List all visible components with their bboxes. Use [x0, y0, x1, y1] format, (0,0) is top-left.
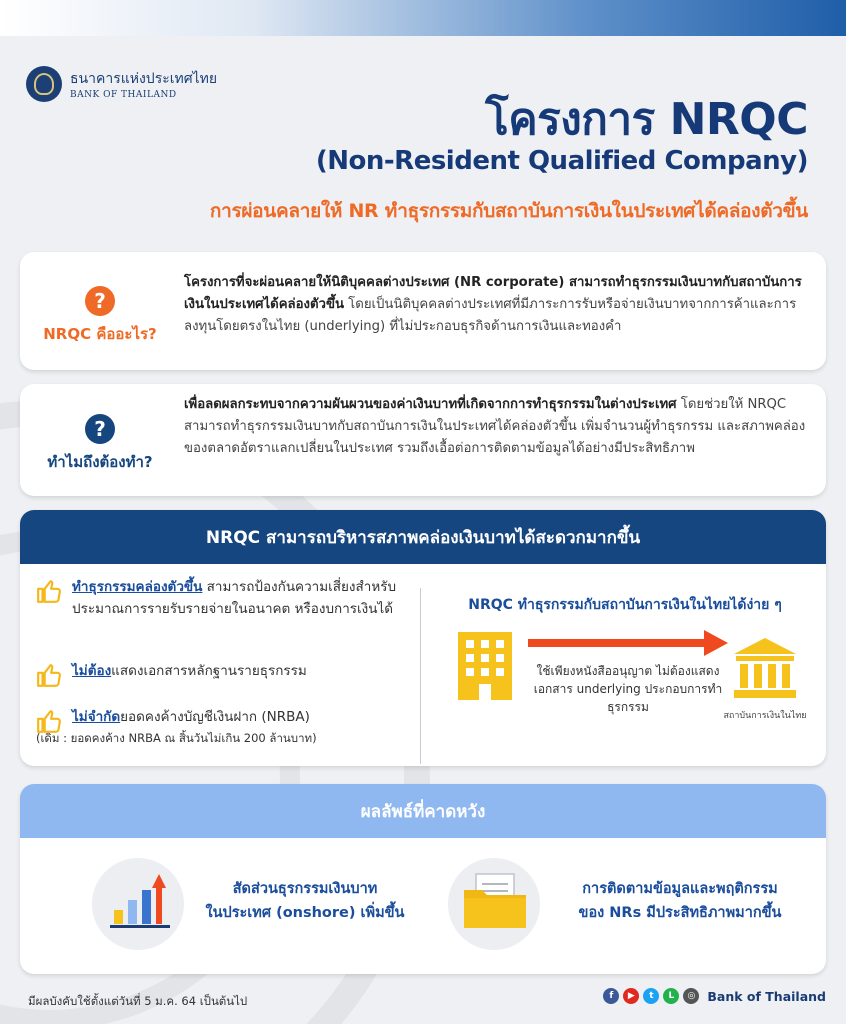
benefits-header: NRQC สามารถบริหารสภาพคล่องเงินบาทได้สะดวกมากขึ้น — [20, 510, 826, 564]
results-header: ผลลัพธ์ที่คาดหวัง — [20, 784, 826, 838]
rising-bars-icon — [110, 870, 170, 930]
vertical-divider — [420, 588, 421, 764]
benefits-card — [20, 510, 826, 766]
expected-results-card — [20, 784, 826, 974]
why-text: โดยช่วยให้ NRQC สามารถทำธุรกรรมเงินบาทกับสถาบันการเงินในประเทศได้คล่องตัวขึ้น เพิ่มจำนวนผู้ทำธุรกรรม และสภาพคล่องของตลาดอัตราแลกเปลี่ยนในประเทศ รวมถึงเอื้อต่อการติดตามข้อมูลได้อย่างมีประสิทธิภาพ — [184, 397, 806, 456]
bank-logo[interactable] — [26, 66, 217, 102]
benefit-highlight: ทำธุรกรรมคล่องตัวขึ้น — [72, 579, 203, 595]
what-description — [184, 272, 810, 338]
what-bold-text: โครงการที่จะผ่อนคลายให้นิติบุคคลต่างประเทศ (NR corporate) สามารถทำธุรกรรมเงินบาทกับสถาบันการเงินในประเทศได้คล่องตัวขึ้น — [184, 275, 802, 312]
why-bold-text: เพื่อลดผลกระทบจากความผันผวนของค่าเงินบาทที่เกิดจากการทำธุรกรรมในต่างประเทศ — [184, 397, 677, 412]
question-mark-icon: ? — [85, 414, 115, 444]
twitter-icon[interactable]: t — [643, 988, 659, 1004]
benefit-item — [36, 706, 416, 746]
why-nrqc-card — [20, 384, 826, 496]
easy-transaction-title: NRQC ทำธุรกรรมกับสถาบันการเงินในไทยได้ง่าย ๆ — [468, 597, 782, 613]
what-label: NRQC คืออะไร? — [43, 325, 157, 343]
bank-seal-icon — [26, 66, 62, 102]
why-question-column — [20, 414, 180, 474]
what-text: โดยเป็นนิติบุคคลต่างประเทศที่มีภาระการรับหรือจ่ายเงินบาทจากการค้าและการลงทุนโดยตรงในไทย (underlying) ที่ไม่ประกอบธุรกิจด้านการเงินและทองคำ — [184, 297, 797, 334]
benefit-item — [36, 660, 416, 688]
benefit-note: (เดิม : ยอดคงค้าง NRBA ณ สิ้นวันไม่เกิน 200 ล้านบาท) — [36, 731, 317, 745]
benefit-text: ยอดคงค้างบัญชีเงินฝาก (NRBA) — [120, 709, 310, 725]
why-description — [184, 394, 810, 460]
logo-thai-name: ธนาคารแห่งประเทศไทย — [70, 71, 218, 87]
benefit-item — [36, 576, 416, 620]
social-links — [603, 988, 826, 1004]
page-tagline: การผ่อนคลายให้ NR ทำธุรกรรมกับสถาบันการเงินในประเทศได้คล่องตัวขึ้น — [209, 200, 808, 222]
thumbs-up-icon — [36, 578, 62, 604]
benefit-highlight: ไม่จำกัด — [72, 709, 121, 725]
thumbs-up-icon — [36, 662, 62, 688]
result-monitoring-line1: การติดตามข้อมูลและพฤติกรรม — [582, 881, 778, 897]
page-subtitle: (Non-Resident Qualified Company) — [315, 146, 808, 176]
arrow-right-icon — [528, 630, 728, 656]
benefit-highlight: ไม่ต้อง — [72, 663, 112, 679]
benefit-text: สามารถป้องกันความเสี่ยงสำหรับประมาณการรายรับรายจ่ายในอนาคต หรืองบการเงินได้ — [72, 579, 397, 617]
bank-building-icon — [732, 636, 798, 700]
what-is-nrqc-card — [20, 252, 826, 370]
result-onshore-line1: สัดส่วนธุรกรรมเงินบาท — [232, 881, 378, 897]
arrow-note: ใช้เพียงหนังสืออนุญาต ไม่ต้องแสดงเอกสาร underlying ประกอบการทำธุรกรรม — [533, 664, 723, 714]
brand-name[interactable]: Bank of Thailand — [707, 988, 826, 1004]
website-icon[interactable]: ◎ — [683, 988, 699, 1004]
question-mark-icon: ? — [85, 286, 115, 316]
thai-bank-label: สถาบันการเงินในไทย — [723, 711, 807, 721]
result-monitoring-line2: ของ NRs มีประสิทธิภาพมากขึ้น — [578, 905, 782, 921]
logo-english-name: BANK OF THAILAND — [70, 90, 177, 100]
folder-icon — [462, 872, 528, 930]
result-monitoring — [550, 877, 810, 925]
top-banner — [0, 0, 846, 36]
result-onshore-line2: ในประเทศ (onshore) เพิ่มขึ้น — [205, 905, 405, 921]
why-label: ทำไมถึงต้องทำ? — [47, 453, 153, 471]
page-title: โครงการ NRQC — [485, 94, 808, 145]
effective-date-note: มีผลบังคับใช้ตั้งแต่วันที่ 5 ม.ค. 64 เป็นต้นไป — [28, 994, 248, 1008]
youtube-icon[interactable]: ▶ — [623, 988, 639, 1004]
office-building-icon — [456, 630, 514, 702]
result-onshore-share — [195, 877, 415, 925]
benefit-text: แสดงเอกสารหลักฐานรายธุรกรรม — [111, 663, 307, 679]
what-question-column — [20, 286, 180, 346]
facebook-icon[interactable]: f — [603, 988, 619, 1004]
line-icon[interactable]: L — [663, 988, 679, 1004]
